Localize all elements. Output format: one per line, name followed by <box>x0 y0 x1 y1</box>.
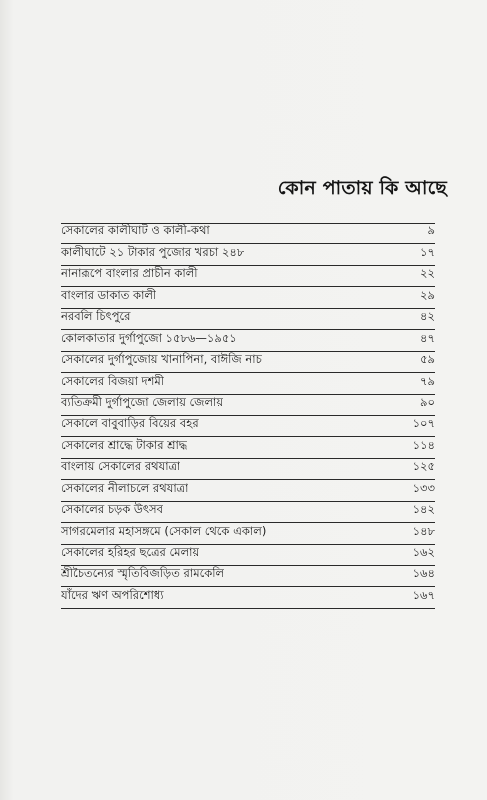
toc-entry-page: ২২ <box>420 266 435 281</box>
toc-row <box>61 309 435 330</box>
toc-entry-page: ১৬৭ <box>412 587 435 602</box>
toc-entry-title: সেকালের দুর্গাপুজোয় খানাপিনা, বাঈজি নাচ <box>61 352 262 367</box>
toc-row <box>61 330 435 351</box>
table-of-contents <box>61 223 435 609</box>
toc-row <box>61 395 435 416</box>
toc-entry-title: নানারূপে বাংলার প্রাচীন কালী <box>61 266 198 281</box>
toc-entry-page: ৪২ <box>420 309 435 324</box>
toc-row <box>61 480 435 501</box>
toc-entry-title: বাংলায় সেকালের রথযাত্রা <box>61 459 181 474</box>
toc-entry-page: ২৯ <box>420 287 435 302</box>
toc-entry-page: ৪৭ <box>420 330 435 345</box>
toc-row <box>61 566 435 587</box>
toc-entry-page: ৭৯ <box>420 373 435 388</box>
toc-row <box>61 287 435 308</box>
toc-row <box>61 459 435 480</box>
toc-row <box>61 545 435 566</box>
toc-entry-page: ১১৪ <box>412 437 435 452</box>
toc-entry-page: ৯০ <box>420 394 435 409</box>
toc-entry-title: সেকালের বিজয়া দশমী <box>61 373 165 388</box>
toc-entry-title: সেকালের নীলাচলে রথযাত্রা <box>61 480 189 495</box>
toc-entry-title: সেকালের শ্রাদ্ধে টাকার শ্রাদ্ধ <box>61 437 188 452</box>
toc-entry-title: কালীঘাটে ২১ টাকার পুজোর খরচা ২৪৮ <box>61 244 245 259</box>
toc-row <box>61 437 435 458</box>
toc-entry-title: যাঁদের ঋণ অপরিশোধ্য <box>61 587 164 602</box>
toc-entry-page: ৯ <box>427 223 435 238</box>
toc-entry-page: ৫৯ <box>420 352 435 367</box>
toc-row <box>61 266 435 287</box>
toc-entry-title: সেকালের হরিহর ছত্রের মেলায় <box>61 545 200 559</box>
toc-entry-page: ১০৭ <box>412 416 435 431</box>
toc-entry-title: শ্রীচৈতন্যের স্মৃতিবিজড়িত রামকেলি <box>61 566 225 581</box>
toc-row <box>61 352 435 373</box>
toc-entry-page: ১৪২ <box>412 502 435 517</box>
toc-row <box>61 523 435 544</box>
toc-entry-page: ১৪৮ <box>412 523 435 538</box>
toc-entry-title: বাংলার ডাকাত কালী <box>61 287 157 302</box>
toc-entry-page: ১২৫ <box>412 459 435 474</box>
toc-entry-title: সেকালের কালীঘাট ও কালী-কথা <box>61 223 210 238</box>
toc-entry-title: নরবলি চিৎপুরে <box>61 309 131 324</box>
toc-row <box>61 244 435 265</box>
toc-entry-page: ১৭ <box>420 244 435 259</box>
toc-row <box>61 416 435 437</box>
toc-entry-page: ১৬২ <box>412 545 435 559</box>
toc-entry-title: সাগরমেলার মহাসঙ্গমে (সেকাল থেকে একাল) <box>61 523 267 538</box>
toc-row <box>61 373 435 394</box>
page-title: কোন পাতায় কি আছে <box>277 177 447 199</box>
toc-entry-page: ১৩৩ <box>412 480 435 495</box>
toc-entry-title: ব্যতিক্রমী দুর্গাপুজো জেলায় জেলায় <box>61 394 224 409</box>
toc-row <box>61 587 435 608</box>
toc-entry-title: কোলকাতার দুর্গাপুজো ১৫৮৬—১৯৫১ <box>61 330 237 345</box>
toc-row <box>61 502 435 523</box>
toc-row <box>61 223 435 244</box>
toc-entry-page: ১৬৪ <box>412 566 435 581</box>
toc-entry-title: সেকালে বাবুবাড়ির বিয়ের বহর <box>61 416 199 431</box>
toc-entry-title: সেকালের চড়ক উৎসব <box>61 502 164 517</box>
